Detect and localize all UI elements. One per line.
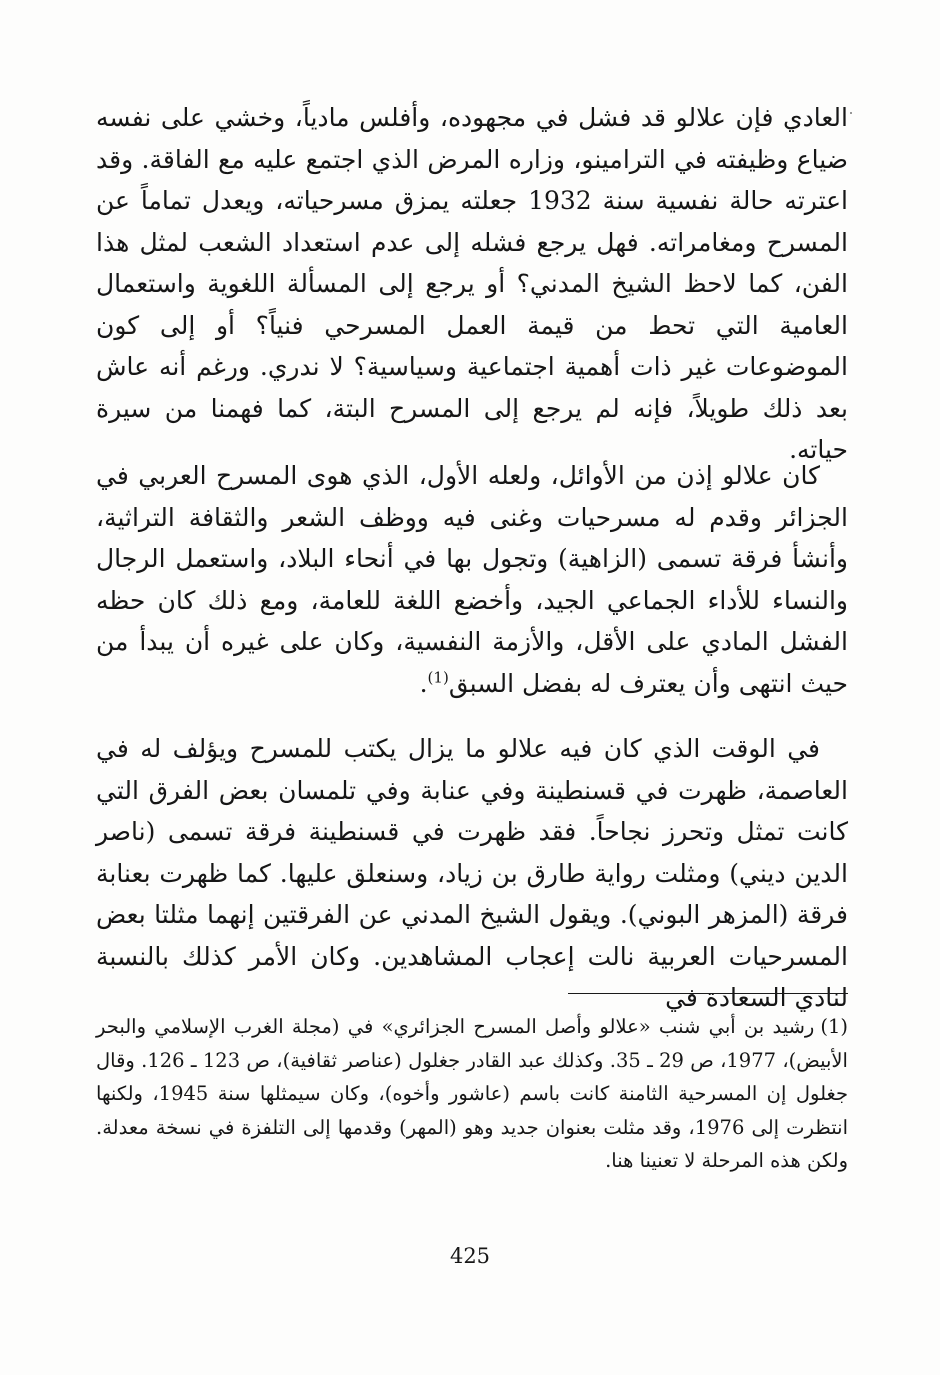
paragraph-2	[96, 455, 848, 704]
footnote-text: رشيد بن أبي شنب «علالو وأصل المسرح الجزائري» في (مجلة الغرب الإسلامي والبحر الأبيض)، 1977، ص 29 ـ 35. وكذلك عبد القادر جغلول (عناصر ثقافية)، ص 123 ـ 126. وقال جغلول إن المسرحية الثامنة كانت باسم (عاشور وأخوه)، وكان سيمثلها سنة 1945، ولكنها انتظرت إلى 1976، وقد مثلت بعنوان جديد وهو (المهر) وقدمها إلى التلفزة في نسخة معدلة. ولكن هذه المرحلة لا تعنينا هنا.	[96, 1015, 849, 1172]
footnote-separator	[568, 993, 848, 994]
paragraph-2-text: كان علالو إذن من الأوائل، ولعله الأول، الذي هوى المسرح العربي في الجزائر وقدم له مسرحيات وغنى فيه ووظف الشعر والثقافة التراثية، وأنشأ فرقة تسمى (الزاهية) وتجول بها في أنحاء البلاد، واستعمل الرجال والنساء للأداء الجماعي الجيد، وأخضع اللغة للعامة، ومع ذلك كان حظه الفشل المادي على الأقل، والأزمة النفسية، وكان على غيره أن يبدأ من حيث انتهى وأن يعترف له بفضل السبق	[96, 461, 848, 698]
footnote-reference[interactable]: (1)	[427, 668, 449, 687]
main-text	[96, 0, 848, 1012]
page-number: 425	[449, 1244, 491, 1268]
scan-speck	[850, 112, 852, 114]
footnote-marker: (1)	[820, 1015, 848, 1038]
footnote-1	[96, 1010, 848, 1178]
paragraph-1: العادي فإن علالو قد فشل في مجهوده، وأفلس مادياً، وخشي على نفسه ضياع وظيفته في الترامينو، وزاره المرض الذي اجتمع عليه مع الفاقة. وقد اعترته حالة نفسية سنة 1932 جعلته يمزق مسرحياته، ويعدل تماماً عن المسرح ومغامراته. فهل يرجع فشله إلى عدم استعداد الشعب لمثل هذا الفن، كما لاحظ الشيخ المدني؟ أو يرجع إلى المسألة اللغوية واستعمال العامية التي تحط من قيمة العمل المسرحي فنياً؟ أو إلى كون الموضوعات غير ذات أهمية اجتماعية وسياسية؟ لا ندري. ورغم أنه عاش بعد ذلك طويلاً، فإنه لم يرجع إلى المسرح البتة، كما فهمنا من سيرة حياته.	[96, 103, 848, 464]
paragraph-3: في الوقت الذي كان فيه علالو ما يزال يكتب للمسرح ويؤلف له في العاصمة، ظهرت في قسنطينة وفي عنابة وفي تلمسان بعض الفرق التي كانت تمثل وتحرز نجاحاً. فقد ظهرت في قسنطينة فرقة تسمى (ناصر الدين ديني) ومثلت رواية طارق بن زياد، وسنعلق عليها. كما ظهرت بعنابة فرقة (المزهر البوني). ويقول الشيخ المدني عن الفرقتين إنهما مثلتا بعض المسرحيات العربية نالت إعجاب المشاهدين. وكان الأمر كذلك بالنسبة لنادي السعادة في	[96, 734, 848, 1012]
paragraph-2-end: .	[419, 668, 428, 698]
